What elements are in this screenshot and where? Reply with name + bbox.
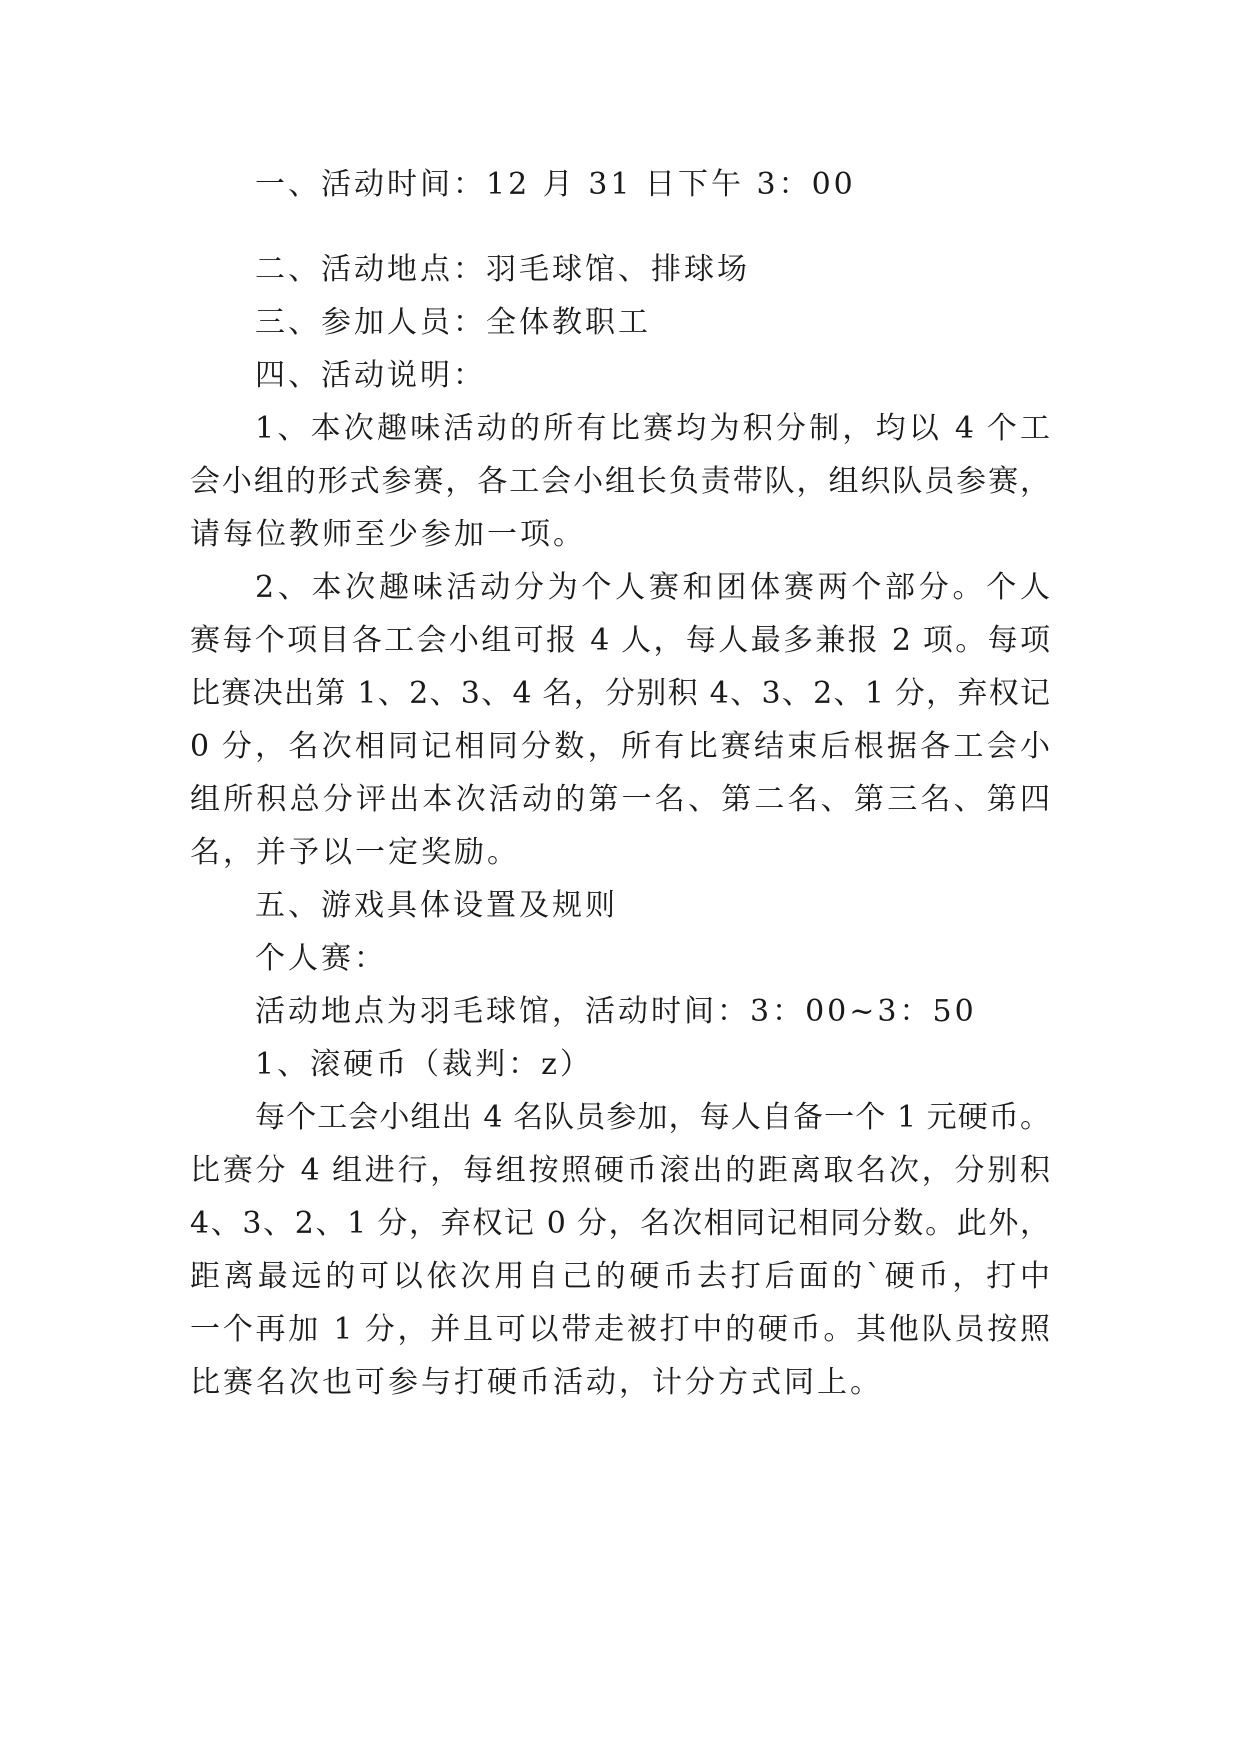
text-line: 五、游戏具体设置及规则	[255, 888, 618, 923]
text-line: 比赛决出第 1、2、3、4 名，分别积 4、3、2、1 分，弃权记	[190, 676, 1050, 711]
text-line: 二、活动地点：羽毛球馆、排球场	[255, 252, 750, 287]
text-line: 请每位教师至少参加一项。	[190, 517, 586, 552]
text-line: 会小组的形式参赛，各工会小组长负责带队，组织队员参赛，	[190, 464, 1050, 499]
text-line: 比赛名次也可参与打硬币活动，计分方式同上。	[190, 1365, 883, 1400]
text-line: 名，并予以一定奖励。	[190, 835, 520, 870]
text-line: 比赛分 4 组进行，每组按照硬币滚出的距离取名次，分别积	[190, 1153, 1050, 1188]
text-line: 一个再加 1 分，并且可以带走被打中的硬币。其他队员按照	[190, 1312, 1050, 1347]
text-line: 1、本次趣味活动的所有比赛均为积分制，均以 4 个工	[255, 411, 1050, 446]
text-line: 活动地点为羽毛球馆，活动时间：3：00~3：50	[255, 994, 977, 1029]
text-line: 组所积总分评出本次活动的第一名、第二名、第三名、第四	[190, 782, 1050, 817]
text-line: 四、活动说明：	[255, 358, 486, 393]
text-line: 4、3、2、1 分，弃权记 0 分，名次相同记相同分数。此外，	[190, 1206, 1050, 1241]
text-line: 0 分，名次相同记相同分数，所有比赛结束后根据各工会小	[190, 729, 1050, 764]
text-line: 2、本次趣味活动分为个人赛和团体赛两个部分。个人	[255, 570, 1050, 605]
text-line: 一、活动时间：12 月 31 日下午 3：00	[255, 167, 856, 202]
text-line: 赛每个项目各工会小组可报 4 人，每人最多兼报 2 项。每项	[190, 623, 1050, 658]
text-line: 三、参加人员：全体教职工	[255, 305, 651, 340]
text-line: 个人赛：	[255, 941, 387, 976]
text-line: 1、滚硬币（裁判：z）	[255, 1047, 593, 1082]
text-line: 距离最远的可以依次用自己的硬币去打后面的`硬币，打中	[190, 1259, 1050, 1294]
text-line: 每个工会小组出 4 名队员参加，每人自备一个 1 元硬币。	[255, 1100, 1050, 1135]
